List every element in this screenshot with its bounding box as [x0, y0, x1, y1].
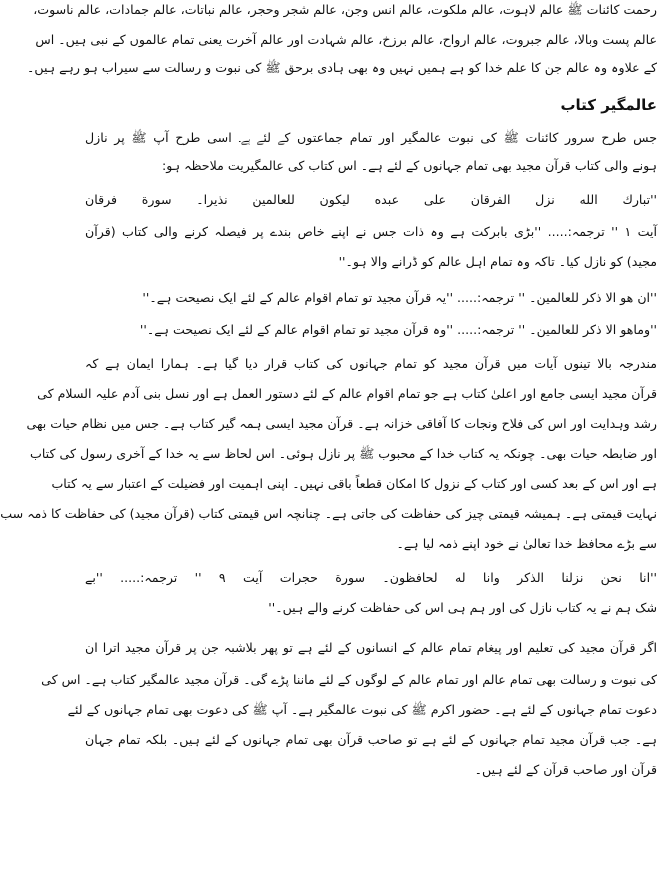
explanation-line-1: مندرجہ بالا تینوں آیات میں قرآن مجید کو تمام جہانوں کی کتاب قرار دیا گیا ہے۔ ہمارا ایمان ہے کہ	[85, 356, 657, 371]
quote-furqan-line-1: ''تبارك الله نزل الفرقان على عبده ليكون للعالمين نذيرا۔ سورة فرقان	[85, 192, 657, 207]
explanation-line-3: رشد وہدایت اور اس کی فلاح ونجات کا آفاقی خزانہ ہے۔ قرآن مجید ایسی ہمہ گیر کتاب ہے۔ جس میں نظام حیات بھی	[26, 416, 657, 431]
explanation-line-7: سے بڑے محافظ خدا تعالیٰ نے خود اپنے ذمہ لیا ہے۔	[396, 536, 657, 551]
conclusion-line-3: دعوت تمام جہانوں کے لئے ہے۔ حضور اکرم ﷺ کی نبوت عالمگیر ہے۔ آپ ﷺ کی دعوت بھی تمام جہانوں کے لئے	[67, 702, 657, 717]
quote-furqan-line-3: مجید) کو نازل کیا۔ تاکہ وہ تمام اہل عالم کو ڈرانے والا ہو۔''	[338, 254, 657, 269]
quote-zikr-2: ''وماهو الا ذكر للعالمين۔ '' ترجمہ:..... ''وہ قرآن مجید تو تمام اقوام عالم کے لئے ایک نصیحت ہے۔''	[139, 322, 657, 337]
book-line-2: ہونے والی کتاب قرآن مجید بھی تمام جہانوں کے لئے ہے۔ اس کتاب کی عالمگیریت ملاحظہ ہو:	[161, 158, 657, 173]
explanation-line-4: اور ضابطہ حیات بھی۔ چونکہ یہ کتاب خدا کے محبوب ﷺ پر نازل ہوئی۔ اس لحاظ سے یہ خدا کے آخری رسول کی کتاب	[29, 446, 657, 461]
explanation-line-5: ہے اور اس کے بعد کسی اور کتاب کے نزول کا امکان قطعاً باقی نہیں۔ اپنی اہمیت اور فضیلت کے اعتبار سے یہ کتاب	[51, 476, 657, 491]
section-heading: عالمگیر کتاب	[560, 96, 657, 114]
quote-hijr-line-2: شک ہم نے یہ کتاب نازل کی اور ہم ہی اس کی حفاظت کرنے والے ہیں۔''	[268, 600, 657, 615]
conclusion-line-1: اگر قرآن مجید کی تعلیم اور پیغام تمام عالم کے انسانوں کے لئے ہے تو پھر بلاشبہ جن پر قرآن مجید اترا ان	[85, 640, 657, 655]
intro-line-3: کے علاوہ وہ عالم جن کا علم خدا کو ہے ہمیں نہیں وہ بھی ہادی برحق ﷺ کی نبوت و رسالت سے سیراب ہو رہے ہیں۔	[27, 60, 657, 75]
conclusion-line-5: قرآن اور صاحب قرآن کے لئے ہیں۔	[474, 762, 657, 777]
book-line-1: جس طرح سرور کائنات ﷺ کی نبوت عالمگیر اور تمام جماعتوں کے لئے ہے۔ اسی طرح آپ ﷺ پر نازل	[85, 130, 657, 145]
quote-hijr-line-1: ''انا نحن نزلنا الذكر وانا له لحافظون۔ سورة حجرات آیت ٩ '' ترجمہ:..... ''بے	[85, 570, 657, 585]
intro-line-2: عالم پست وبالا، عالم جبروت، عالم ارواح، عالم برزخ، عالم شہادت اور عالم آخرت یعنی تمام عالموں کے نبی ہیں۔ اس	[35, 32, 657, 47]
conclusion-line-4: ہے۔ جب قرآن مجید تمام جہانوں کے لئے ہے تو صاحب قرآن بھی تمام جہانوں کے لئے ہیں۔ بلکہ تمام جہان	[85, 732, 657, 747]
explanation-line-6: نہایت قیمتی ہے۔ ہمیشہ قیمتی چیز کی حفاظت کی جاتی ہے۔ چنانچہ اس قیمتی کتاب (قرآن مجید) کی حفاظت کا ذمہ سب	[0, 506, 657, 521]
quote-zikr-1: ''ان هو الا ذكر للعالمين۔ '' ترجمہ:..... ''یہ قرآن مجید تو تمام اقوام عالم کے لئے ایک نصیحت ہے۔''	[142, 290, 657, 305]
explanation-line-2: قرآن مجید ایسی جامع اور اعلیٰ کتاب ہے جو تمام اقوام عالم کے لئے دستور العمل ہے اور نسل بنی آدم علیہ السلام کی	[37, 386, 657, 401]
intro-line-1: رحمت کائنات ﷺ عالم لاہوت، عالم ملکوت، عالم انس وجن، عالم شجر وحجر، عالم نباتات، عالم جمادات، عالم ناسوت،	[33, 2, 657, 17]
quote-furqan-line-2: آیت ١ '' ترجمہ:..... ''بڑی بابرکت ہے وہ ذات جس نے اپنے خاص بندے پر فیصلہ کرنے والی کتاب (قرآن	[85, 224, 658, 239]
conclusion-line-2: کی نبوت و رسالت بھی تمام عالم اور تمام عالم کے لوگوں کے لئے ماننا پڑے گی۔ قرآن مجید عالمگیر کتاب ہے۔ اس کی	[41, 672, 657, 687]
